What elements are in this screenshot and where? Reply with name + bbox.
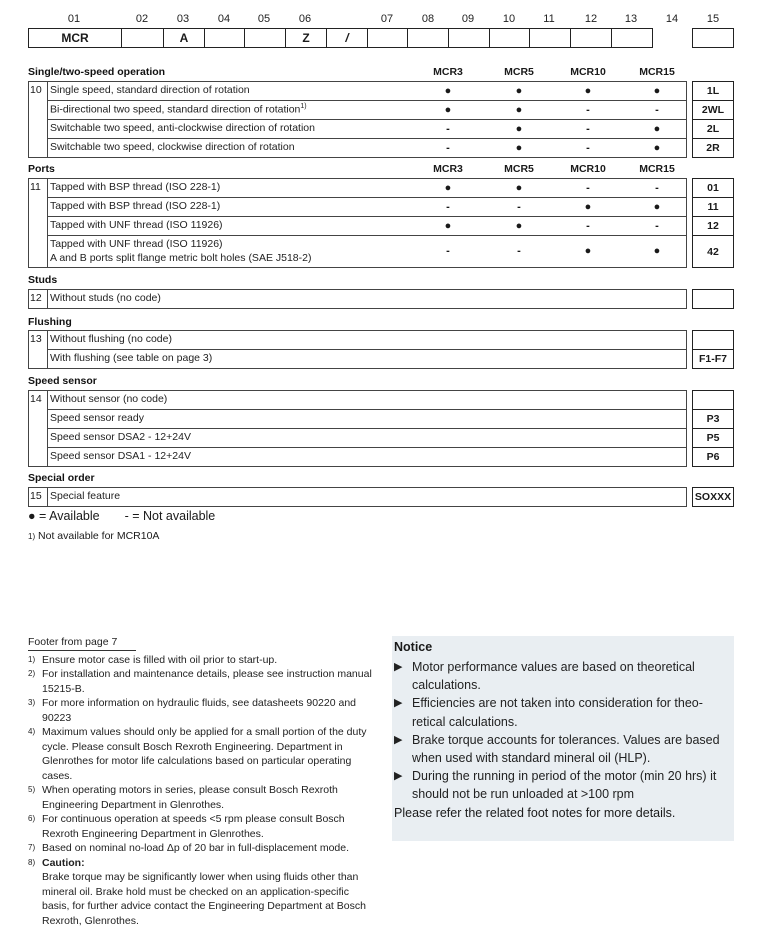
row-description bbox=[50, 352, 212, 364]
row-description bbox=[50, 219, 223, 231]
notice-item-text: Motor performance values are based on theoretical calculations. bbox=[412, 660, 695, 693]
footnote-item bbox=[28, 783, 373, 812]
code-cell bbox=[529, 28, 571, 48]
option-code: F1-F7 bbox=[692, 349, 734, 369]
footnote-number: 7) bbox=[28, 843, 36, 852]
notice-title: Notice bbox=[394, 640, 433, 654]
model-column-header: MCR3 bbox=[433, 163, 463, 175]
footnote-item bbox=[28, 856, 373, 871]
header-col-number: 13 bbox=[624, 13, 638, 25]
footnote-number: 3) bbox=[28, 698, 36, 707]
row-description bbox=[50, 122, 315, 134]
header-col-number: 09 bbox=[461, 13, 475, 25]
availability-mark: - bbox=[517, 200, 521, 213]
availability-mark: ● bbox=[653, 200, 661, 213]
option-code: 11 bbox=[692, 197, 734, 217]
option-code: 1L bbox=[692, 81, 734, 101]
row-description bbox=[50, 181, 220, 193]
footnote-number: 1) bbox=[28, 654, 36, 664]
availability-mark: - bbox=[586, 103, 590, 116]
option-code: 2R bbox=[692, 138, 734, 158]
header-col-number: 14 bbox=[665, 13, 679, 25]
footnote-item bbox=[28, 725, 373, 783]
availability-mark: ● bbox=[584, 245, 592, 257]
bullet-arrow-icon: ▶ bbox=[394, 697, 403, 710]
availability-mark: - bbox=[517, 245, 521, 257]
header-col-number: 08 bbox=[421, 13, 435, 25]
footnote-text: Brake torque may be significantly lower when using fluids other than mineral oil. Brake hold must be checked on an application-specific basis, for further advice contact the Engineering Department at Bosch Rexroth, Glenrothes. bbox=[42, 871, 366, 927]
footnote-1: 1) Not available for MCR10A bbox=[28, 530, 160, 542]
option-code: 2L bbox=[692, 119, 734, 139]
notice-box bbox=[392, 636, 734, 841]
section-number: 14 bbox=[30, 393, 42, 405]
section-number: 10 bbox=[30, 84, 42, 96]
option-code: SOXXX bbox=[692, 487, 734, 507]
availability-mark: ● bbox=[515, 219, 523, 232]
row-description bbox=[50, 84, 250, 96]
header-col-number: 07 bbox=[380, 13, 394, 25]
code-cell bbox=[244, 28, 286, 48]
code-cell: / bbox=[326, 28, 368, 48]
option-code: P3 bbox=[692, 409, 734, 429]
availability-mark: ● bbox=[653, 84, 661, 97]
model-column-header: MCR10 bbox=[570, 163, 606, 175]
model-column-header: MCR3 bbox=[433, 66, 463, 78]
footnote-item bbox=[28, 667, 373, 696]
header-col-number: 03 bbox=[176, 13, 190, 25]
availability-mark: ● bbox=[444, 84, 452, 97]
availability-mark: - bbox=[586, 181, 590, 194]
model-column-header: MCR15 bbox=[639, 66, 675, 78]
availability-mark: - bbox=[655, 103, 659, 116]
row-description bbox=[50, 393, 167, 405]
header-col-number: 10 bbox=[502, 13, 516, 25]
option-code: P6 bbox=[692, 447, 734, 467]
option-code bbox=[692, 289, 734, 309]
notice-item bbox=[392, 767, 734, 803]
row-text: Without sensor (no code) bbox=[50, 393, 168, 405]
section-number: 13 bbox=[30, 333, 42, 345]
footnote-text: When operating motors in series, please consult Bosch Rexroth Engineering Department in Glenrothes. bbox=[42, 784, 338, 811]
availability-mark: - bbox=[655, 181, 659, 194]
row-description bbox=[50, 141, 295, 153]
availability-mark: - bbox=[586, 122, 590, 135]
footnote-item bbox=[28, 696, 373, 725]
legend bbox=[28, 509, 215, 523]
notice-item bbox=[392, 694, 734, 730]
table-row bbox=[47, 487, 687, 507]
row-text: Special feature bbox=[50, 490, 121, 502]
footnote-text: Based on nominal no-load Δp of 20 bar in full-displacement mode. bbox=[42, 842, 350, 854]
row-footnote-ref: 1) bbox=[300, 103, 307, 110]
availability-mark: ● bbox=[444, 219, 452, 232]
row-text-line2: A and B ports split flange metric bolt holes (SAE J518-2) bbox=[50, 252, 312, 264]
code-cell bbox=[448, 28, 490, 48]
row-description bbox=[50, 490, 120, 502]
notice-item bbox=[392, 731, 734, 767]
model-column-header: MCR5 bbox=[504, 66, 534, 78]
footnote-number: 4) bbox=[28, 727, 36, 736]
availability-mark: - bbox=[586, 141, 590, 154]
row-text: Speed sensor DSA1 - 12+24V bbox=[50, 450, 191, 462]
bullet-arrow-icon: ▶ bbox=[394, 770, 403, 783]
option-code bbox=[692, 390, 734, 410]
code-cell bbox=[407, 28, 449, 48]
availability-mark: - bbox=[446, 122, 450, 135]
header-col-number: 02 bbox=[135, 13, 149, 25]
section-title-special: Special order bbox=[28, 472, 95, 484]
footnote-number: 2) bbox=[28, 669, 36, 678]
availability-mark: - bbox=[446, 200, 450, 213]
section-number: 15 bbox=[30, 490, 42, 502]
footnote-text: Caution: bbox=[42, 856, 85, 869]
footnote-item bbox=[28, 870, 373, 928]
row-text: Tapped with UNF thread (ISO 11926) bbox=[50, 219, 223, 231]
section-number: 11 bbox=[30, 181, 41, 193]
row-description bbox=[50, 450, 191, 462]
header-col-number: 12 bbox=[584, 13, 598, 25]
header-col-number: 06 bbox=[298, 13, 312, 25]
availability-mark: ● bbox=[584, 84, 592, 97]
row-text: With flushing (see table on page 3) bbox=[50, 352, 213, 364]
header-col-number: 04 bbox=[217, 13, 231, 25]
availability-mark: - bbox=[655, 219, 659, 232]
bullet-arrow-icon: ▶ bbox=[394, 733, 403, 746]
row-description bbox=[50, 292, 161, 304]
code-cell bbox=[204, 28, 245, 48]
code-cell bbox=[692, 28, 734, 48]
footnote-text: For installation and maintenance details, please see instruction manual 15215-B. bbox=[42, 668, 372, 695]
row-text: Without studs (no code) bbox=[50, 292, 161, 304]
code-cell: MCR bbox=[28, 28, 122, 48]
row-text: Tapped with BSP thread (ISO 228-1) bbox=[50, 181, 221, 193]
row-description bbox=[50, 412, 144, 424]
section-title-studs: Studs bbox=[28, 274, 58, 286]
footnote-text: For continuous operation at speeds <5 rpm please consult Bosch Rexroth Engineering Department in Glenrothes. bbox=[42, 813, 345, 840]
row-text: Bi-directional two speed, standard direction of rotation bbox=[50, 103, 301, 116]
code-cell bbox=[570, 28, 612, 48]
legend-not-available: - = Not available bbox=[124, 509, 216, 523]
availability-mark: ● bbox=[653, 245, 661, 257]
availability-mark: ● bbox=[515, 103, 523, 116]
option-code bbox=[692, 330, 734, 350]
header-col-number: 15 bbox=[706, 13, 720, 25]
footer-title: Footer from page 7 bbox=[28, 635, 136, 651]
availability-mark: - bbox=[586, 219, 590, 232]
notice-item-text: Brake torque accounts for tolerances. Values are based when used with standard mineral oil (HLP). bbox=[412, 732, 720, 766]
code-cell bbox=[611, 28, 653, 48]
footer-notes bbox=[28, 635, 373, 928]
code-cell bbox=[367, 28, 408, 48]
row-text: Switchable two speed, anti-clockwise direction of rotation bbox=[50, 122, 315, 134]
code-cell: A bbox=[163, 28, 205, 48]
row-description bbox=[50, 333, 172, 345]
footnote-number: 8) bbox=[28, 857, 36, 867]
row-text: Tapped with BSP thread (ISO 228-1) bbox=[50, 200, 221, 212]
row-text: Switchable two speed, clockwise direction of rotation bbox=[50, 141, 295, 153]
footnote-number: 6) bbox=[28, 814, 36, 823]
availability-mark: ● bbox=[515, 181, 523, 194]
code-cell bbox=[121, 28, 164, 48]
row-text: Without flushing (no code) bbox=[50, 333, 172, 345]
code-cell: Z bbox=[285, 28, 327, 48]
availability-mark: ● bbox=[515, 141, 523, 154]
notice-closing: Please refer the related foot notes for more details. bbox=[394, 805, 676, 820]
option-code: 2WL bbox=[692, 100, 734, 120]
notice-item bbox=[392, 658, 734, 694]
option-code: P5 bbox=[692, 428, 734, 448]
availability-mark: ● bbox=[653, 141, 661, 154]
section-number: 12 bbox=[30, 292, 42, 304]
row-description bbox=[50, 103, 307, 116]
availability-mark: ● bbox=[444, 181, 452, 194]
row-text: Speed sensor ready bbox=[50, 412, 144, 424]
availability-mark: - bbox=[446, 141, 450, 154]
notice-item-text: During the running in period of the motor (min 20 hrs) it should not be run unloaded at >100 rpm bbox=[412, 769, 717, 802]
footnote-text: For more information on hydraulic fluids, see datasheets 90220 and 90223 bbox=[42, 697, 357, 724]
bullet-arrow-icon: ▶ bbox=[394, 661, 403, 673]
availability-mark: ● bbox=[584, 200, 592, 213]
row-description bbox=[50, 200, 220, 212]
header-col-number: 11 bbox=[543, 13, 555, 25]
model-column-header: MCR5 bbox=[504, 163, 534, 175]
option-code: 42 bbox=[692, 235, 734, 268]
availability-mark: ● bbox=[515, 84, 523, 97]
header-col-number: 05 bbox=[257, 13, 271, 25]
row-description bbox=[50, 238, 311, 264]
footnote-item bbox=[28, 841, 373, 856]
section-title-speed: Single/two-speed operation bbox=[28, 66, 166, 78]
header-col-number: 01 bbox=[67, 13, 81, 25]
model-column-header: MCR10 bbox=[570, 66, 606, 78]
row-description bbox=[50, 431, 191, 443]
code-cell bbox=[489, 28, 530, 48]
section-title-sensor: Speed sensor bbox=[28, 375, 97, 387]
legend-available: ● = Available bbox=[28, 509, 100, 523]
availability-mark: ● bbox=[653, 122, 661, 135]
availability-mark: ● bbox=[515, 122, 523, 135]
section-title-flushing: Flushing bbox=[28, 316, 72, 328]
model-column-header: MCR15 bbox=[639, 163, 675, 175]
footnote-text: Maximum values should only be applied for a small portion of the duty cycle. Please consult Bosch Rexroth Engineering. Department in Glenrothes for motor life calculations based on particular operating cases. bbox=[42, 726, 367, 782]
row-text: Speed sensor DSA2 - 12+24V bbox=[50, 431, 191, 443]
option-code: 12 bbox=[692, 216, 734, 236]
availability-mark: ● bbox=[444, 103, 452, 116]
footnote-item bbox=[28, 653, 373, 668]
footnote-item bbox=[28, 812, 373, 841]
row-text: Tapped with UNF thread (ISO 11926) bbox=[50, 238, 223, 250]
availability-mark: - bbox=[446, 245, 450, 257]
footnote-text: Ensure motor case is filled with oil prior to start-up. bbox=[42, 653, 278, 666]
option-code: 01 bbox=[692, 178, 734, 198]
notice-item-text: Efficiencies are not taken into consideration for theo-retical calculations. bbox=[412, 696, 703, 729]
row-text: Single speed, standard direction of rotation bbox=[50, 84, 250, 96]
section-title-ports: Ports bbox=[28, 163, 55, 175]
footnote-number: 5) bbox=[28, 785, 36, 794]
